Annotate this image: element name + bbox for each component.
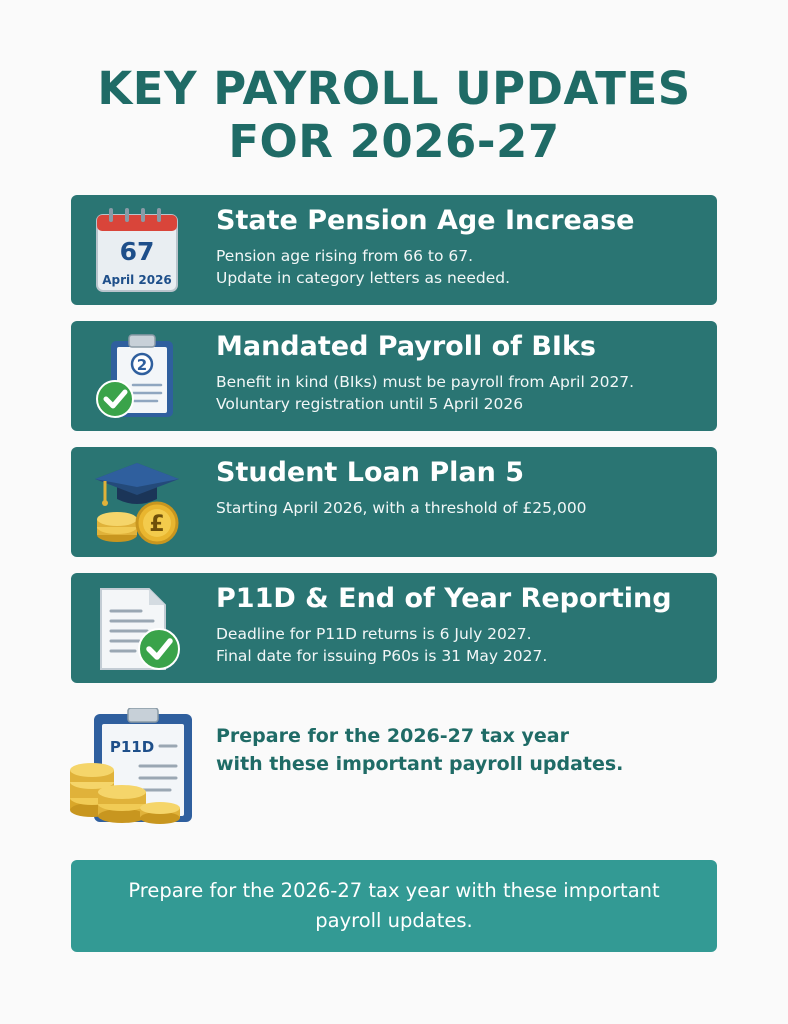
card-line: Pension age rising from 66 to 67.: [216, 247, 474, 265]
calendar-caption: April 2026: [102, 273, 172, 287]
document-check-icon: [87, 583, 187, 673]
clipboard-check-icon: [87, 331, 187, 421]
card-line: Deadline for P11D returns is 6 July 2027.: [216, 625, 532, 643]
promo-text: [216, 722, 623, 778]
pound-symbol: £: [149, 512, 165, 537]
card-line: Starting April 2026, with a threshold of £25,000: [216, 499, 587, 517]
promo-line-1: Prepare for the 2026-27 tax year: [216, 725, 569, 747]
title-line-2: FOR 2026-27: [228, 115, 560, 168]
card-line: Final date for issuing P60s is 31 May 2027.: [216, 647, 548, 665]
p11d-clipboard-coins-icon: [70, 708, 200, 826]
card-line: Update in category letters as needed.: [216, 269, 510, 287]
card-mandated-payroll: [71, 321, 717, 431]
title-line-1: KEY PAYROLL UPDATES: [97, 62, 691, 115]
card-student-loan: [71, 447, 717, 557]
card-heading: Student Loan Plan 5: [216, 457, 525, 488]
card-line: Benefit in kind (BIks) must be payroll from April 2027.: [216, 373, 635, 391]
p11d-label: P11D: [109, 738, 155, 756]
calendar-number: 67: [119, 237, 155, 266]
card-p11d: [71, 573, 717, 683]
footer-banner: [71, 860, 717, 952]
clipboard-number: 2: [136, 356, 148, 374]
page-title: [0, 62, 788, 168]
card-heading: State Pension Age Increase: [216, 205, 635, 236]
promo-line-2: with these important payroll updates.: [216, 753, 624, 775]
card-state-pension: [71, 195, 717, 305]
card-line: Voluntary registration until 5 April 2026: [216, 395, 524, 413]
card-heading: P11D & End of Year Reporting: [216, 583, 672, 614]
graduation-cap-coins-icon: [87, 457, 187, 547]
calendar-icon: [87, 205, 187, 295]
card-heading: Mandated Payroll of BIks: [216, 331, 596, 362]
footer-text: Prepare for the 2026-27 tax year with these important payroll updates.: [128, 879, 660, 932]
